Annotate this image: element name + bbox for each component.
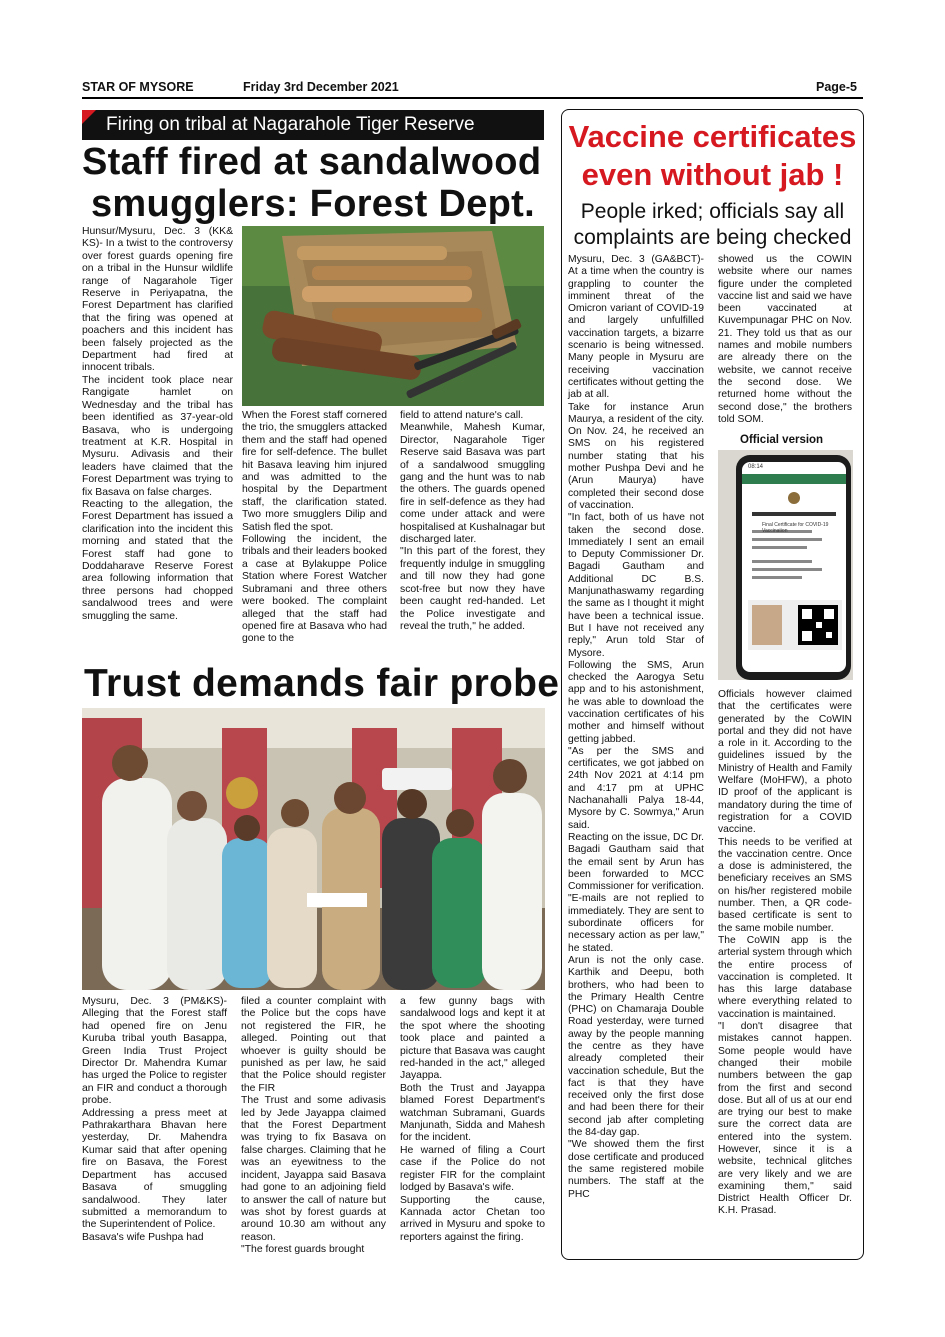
sandalwood-logs-photo bbox=[242, 226, 544, 406]
page-number: Page-5 bbox=[816, 80, 857, 94]
story1-headline-line2: smugglers: Forest Dept. bbox=[91, 183, 535, 225]
memorandum-photo-art bbox=[82, 708, 545, 990]
story2-column-1: Mysuru, Dec. 3 (PM&KS)- Alleging that the Forest staff had opened fire on Jenu Kuruba tribal youth Basappa, Green India Trust Project Director Dr. Mahendra Kumar has urged the Police to register an FIR and conduct a thorough probe. Addressing a press meet at Pathrakarthara Bhavan here yesterday, Dr. Mahendra Kumar said that after opening fire on Basava, the Forest Department has accused Basava of smuggling sandalwood. They later submitted a memorandum to the Superintendent of Police. Basava's wife Pushpa had bbox=[82, 996, 227, 1243]
story3-headline-line1: Vaccine certificates bbox=[568, 119, 857, 154]
story3-subhead-line2: complaints are being checked bbox=[573, 226, 852, 249]
story3-subhead-line1: People irked; officials say all bbox=[580, 200, 845, 223]
story1-column-1: Hunsur/Mysuru, Dec. 3 (KK& KS)- In a twist to the controversy over forest guards opening fire on a tribal in the Hunsur wildlife range of Nagarahole Tiger Reserve in Periyapatna, the Forest Department has clarified that the firing was opened at poachers and this incident has been falsely projected as the Department had fired at innocent tribals. The incident took place near Rangigate hamlet on Wednesday and the tribal has been identified as 37-year-old Basava, who is undergoing treatment at K.R. Hospital in Mysuru. Adivasis and their leaders have claimed that the Forest Department was trying to fix Basava on false charges. Reacting to the allegation, the Forest Department has issued a clarification into the incident this morning and stated that the Forest staff had gone to Doddaharave Reserve Forest area following information that three persons had chopped sandalwood trees and were smuggling the same. bbox=[82, 226, 233, 622]
kicker-red-corner bbox=[82, 110, 96, 124]
story1-column-3: field to attend nature's call. Meanwhile, Mahesh Kumar, Director, Nagarahole Tiger Reserve said Basava was part of a sandalwood smuggling gang and the hunt was to nab the others. The guards opened fire in self-defence as they had come under attack and were hospitalised at Kushalnagar but discharged later. "In this part of the forest, they frequently indulge in smuggling and till now they had gone scot-free but now they have been caught red-handed. Let the Police investigate and reveal the truth," he added. bbox=[400, 410, 545, 632]
story2-headline: Trust demands fair probe bbox=[84, 662, 560, 705]
story1-headline-line1: Staff fired at sandalwood bbox=[82, 141, 542, 183]
story2-column-3: a few gunny bags with sandalwood logs and kept it at the spot where the shooting took place and painted a picture that Basava was caught red-handed in the act," alleged Jayappa. Both the Trust and Jayappa blamed Forest Department's watchman Subramani, Guards Manjunath, Sidda and Mahesh for the incident. He warned of filing a Court case if the Police do not register FIR for the complaint lodged by Basava's wife. Supporting the cause, Kannada actor Chetan too arrived in Mysuru and spoke to reporters against the firing. bbox=[400, 996, 545, 1243]
phone-screen-title: Final Certificate for COVID-19 Vaccination bbox=[762, 522, 829, 534]
sandalwood-photo-art bbox=[242, 226, 544, 406]
story2-column-2: filed a counter complaint with the Police but the cops have not registered the FIR, he alleged. Pointing out that whoever is guilty should be punished as per law, he said that the Police should register the FIR The Trust and some adivasis led by Jede Jayappa claimed that the Forest Department was trying to fix Basava on false charges. Claiming that he was an eyewitness to the incident, Jayappa said Basava had gone to an adjoining field to answer the call of nature but was shot by forest guards at around 10.30 am without any reason. "The forest guards brought bbox=[241, 996, 386, 1256]
story3-column-1: Mysuru, Dec. 3 (GA&BCT)- At a time when the country is grappling to counter the imminent threat of the Omicron variant of COVID-19 and largely unfulfilled vaccination targets, a bizarre scenario is being witnessed. Many people in Mysuru are receiving vaccination certificates without getting the jab at all. Take for instance Arun Maurya, a resident of the city. On Nov. 24, he received an SMS on his registered number stating that his mother Pushpa Devi and he (Arun Maurya) have completed their second dose of vaccination. "In fact, both of us have not taken the second dose. Immediately I sent an email to Deputy Commissioner Dr. Bagadi Gautham and Additional DC B.S. Manjunathaswamy regarding the same as I thought it might have been a technical issue. But I have not received any reply," Arun told Star of Mysore. Following the SMS, Arun checked the Aarogya Setu app and to his astonishment, he was able to download the vaccination certificates of his mother and himself without getting jabbed. "As per the SMS and certificates, we got jabbed on 24th Nov 2021 at 4:14 pm and 4:17 pm at UPHC Nachanahalli Palya 18-44, Mysore by C. Sowmya," Arun said. Reacting on the issue, DC Dr. Bagadi Gautham said that the email sent by Arun has been forwarded to MCC Commissioner for verification. "E-mails are not replied to immediately. They are sent to subordinate officers for necessary action as per law," he stated. Arun is not the only case. Karthik and Deepu, both brothers, who had been to the Primary Health Centre (PHC) on Chamaraja Double Road yesterday, were turned away by the people manning the centre as they have already completed their vaccination schedule, But the fact is that they have received only the first dose and had been there for their second jab after completing the 84-day gap. "We showed them the first dose certificate and produced the same registered mobile numbers. The staff at the PHC bbox=[568, 254, 704, 1200]
phone-photo-caption: Official version bbox=[740, 434, 824, 446]
story1-kicker-text: Firing on tribal at Nagarahole Tiger Reserve bbox=[106, 114, 475, 135]
story3-column-2-top: showed us the COWIN website where our names figure under the completed vaccine list and said we have been vaccinated at Kuvempunagar PHC on Nov. 21. They told us that as our names and mobile numbers are already there on the website, we cannot receive the second dose. We returned home without the second dose," the brothers told SOM. bbox=[718, 254, 852, 425]
masthead-name: STAR OF MYSORE bbox=[82, 80, 194, 94]
trust-memorandum-photo bbox=[82, 708, 545, 990]
phone-status-time: 08:14 bbox=[748, 464, 764, 470]
issue-date: Friday 3rd December 2021 bbox=[243, 80, 399, 94]
story1-column-2: When the Forest staff cornered the trio, the smugglers attacked them and the staff had opened fire for self-defence. The bullet hit Basava leaving him injured and was admitted to the hospital by the Department staff, the clarification stated. Two more smugglers Dilip and Satish fled the spot. Following the incident, the tribals and their leaders booked a case at Bylakuppe Police Station where Forest Watcher Subramani and three others were booked. The complaint alleged that the staff had opened fire at Basava who had gone to the bbox=[242, 410, 387, 645]
story1-kicker bbox=[82, 110, 544, 140]
story3-headline-line2: even without jab ! bbox=[581, 157, 844, 192]
cowin-phone-photo bbox=[718, 450, 853, 680]
header-rule bbox=[82, 97, 863, 99]
story3-column-2-bottom: Officials however claimed that the certificates were generated by the CoWIN portal and they did not have a role in it. According to the guidelines issued by the Ministry of Health and Family Welfare (MoHFW), a photo ID proof of the applicant is mandatory during the time of registration for a COVID vaccine. This needs to be verified at the vaccination centre. Once a dose is administered, the beneficiary receives an SMS on his/her registered mobile number. Then, a QR code-based certificate is sent to the same mobile number. The CoWIN app is the arterial system through which the entire process of vaccination is completed. It has this large database where everything related to vaccination is maintained. "I don't disagree that mistakes cannot happen. Some people would have changed their mobile numbers between the gap from the first and second dose. But all of us at our end are trying our best to make sure the correct data are entered into the system. However, since it is a website, technical glitches are very likely and we are examining them," said District Health Officer Dr. K.H. Prasad. bbox=[718, 689, 852, 1217]
phone-photo-art bbox=[718, 450, 853, 680]
